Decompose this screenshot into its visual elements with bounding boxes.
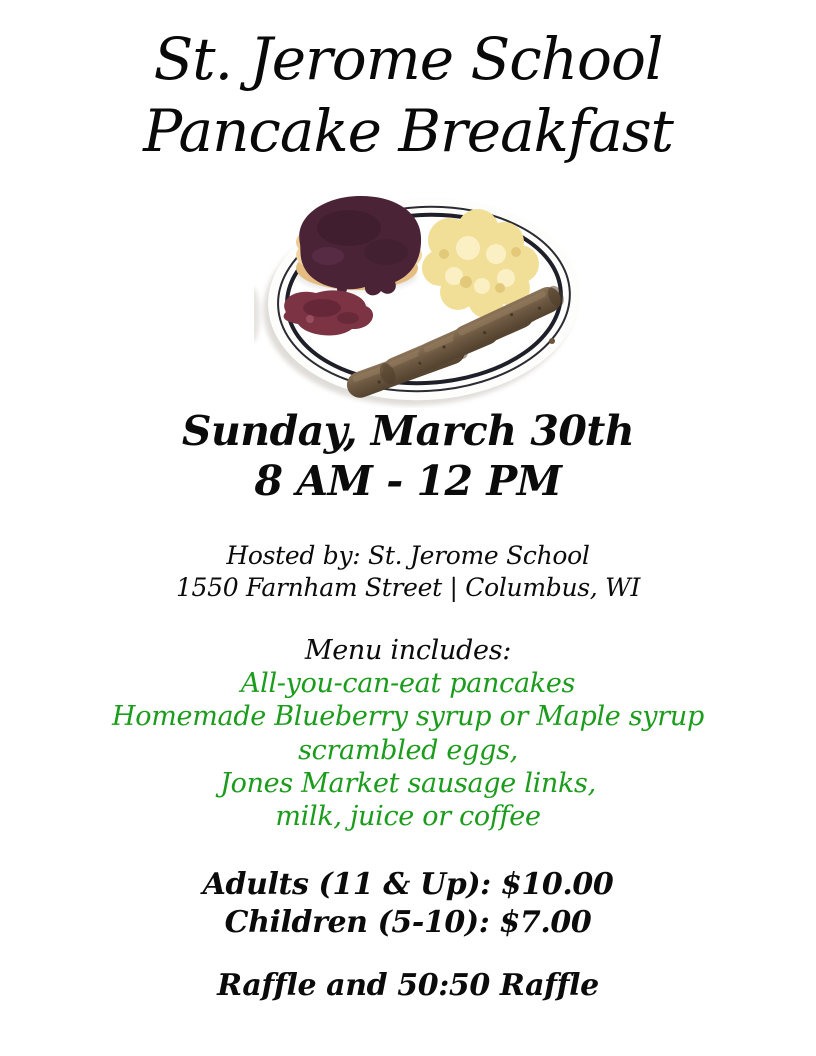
menu-item-pancakes: All-you-can-eat pancakes: [240, 668, 576, 700]
flyer-title: [0, 24, 816, 168]
menu-item-drinks: milk, juice or coffee: [275, 801, 541, 833]
menu-section: [0, 634, 816, 833]
price-children: Children (5-10): $7.00: [224, 904, 592, 940]
pricing-section: [0, 866, 816, 942]
title-line-2: Pancake Breakfast: [143, 96, 673, 165]
event-date: Sunday, March 30th: [181, 407, 635, 455]
menu-item-eggs: scrambled eggs,: [298, 734, 518, 766]
crumb: [549, 338, 555, 344]
menu-item-syrup: Homemade Blueberry syrup or Maple syrup: [112, 701, 704, 733]
breakfast-plate-photo: [254, 190, 594, 408]
address-line: 1550 Farnham Street | Columbus, WI: [175, 573, 641, 602]
hosted-by-line: Hosted by: St. Jerome School: [226, 541, 590, 570]
price-adults: Adults (11 & Up): $10.00: [202, 867, 614, 902]
host-info: [0, 540, 816, 604]
raffle-line: Raffle and 50:50 Raffle: [217, 968, 599, 1003]
plate-illustration: [254, 190, 594, 408]
pancakes-with-blueberry-syrup: [296, 196, 422, 295]
event-time: 8 AM - 12 PM: [254, 457, 562, 506]
menu-item-sausage: Jones Market sausage links,: [220, 767, 596, 799]
event-datetime: [0, 406, 816, 506]
title-line-1: St. Jerome School: [153, 25, 663, 93]
menu-heading: Menu includes:: [304, 635, 512, 666]
photo-artifact: [254, 287, 260, 343]
